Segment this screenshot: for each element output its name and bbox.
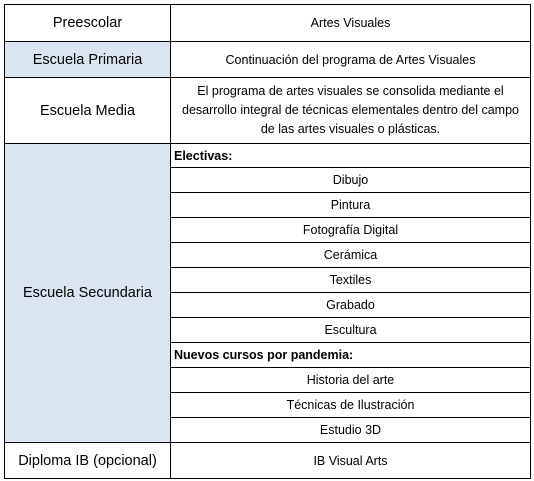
- elective-item: Fotografía Digital: [171, 218, 531, 243]
- table-row: [5, 443, 531, 479]
- table-row: [5, 42, 531, 78]
- program-cell-media: El programa de artes visuales se consolida mediante el desarrollo integral de técnicas elementales dentro del campo de las artes visuales o plásticas.: [171, 78, 531, 144]
- electives-header: Electivas:: [171, 144, 531, 168]
- elective-item: Pintura: [171, 193, 531, 218]
- level-cell-primaria: Escuela Primaria: [5, 42, 171, 78]
- pandemic-course-item: Estudio 3D: [171, 418, 531, 443]
- pandemic-course-item: Historia del arte: [171, 368, 531, 393]
- pandemic-course-item: Técnicas de Ilustración: [171, 393, 531, 418]
- elective-item: Dibujo: [171, 168, 531, 193]
- pandemic-courses-header: Nuevos cursos por pandemia:: [171, 343, 531, 368]
- level-cell-preescolar: Preescolar: [5, 5, 171, 42]
- elective-item: Textiles: [171, 268, 531, 293]
- elective-item: Cerámica: [171, 243, 531, 268]
- program-cell-ib: IB Visual Arts: [171, 443, 531, 479]
- table-row: [5, 5, 531, 42]
- level-cell-secundaria: Escuela Secundaria: [5, 144, 171, 443]
- level-cell-ib: Diploma IB (opcional): [5, 443, 171, 479]
- table-row: [5, 144, 531, 168]
- elective-item: Escultura: [171, 318, 531, 343]
- table-row: [5, 78, 531, 144]
- curriculum-table: [4, 4, 531, 479]
- program-cell-preescolar: Artes Visuales: [171, 5, 531, 42]
- elective-item: Grabado: [171, 293, 531, 318]
- program-cell-primaria: Continuación del programa de Artes Visuales: [171, 42, 531, 78]
- level-cell-media: Escuela Media: [5, 78, 171, 144]
